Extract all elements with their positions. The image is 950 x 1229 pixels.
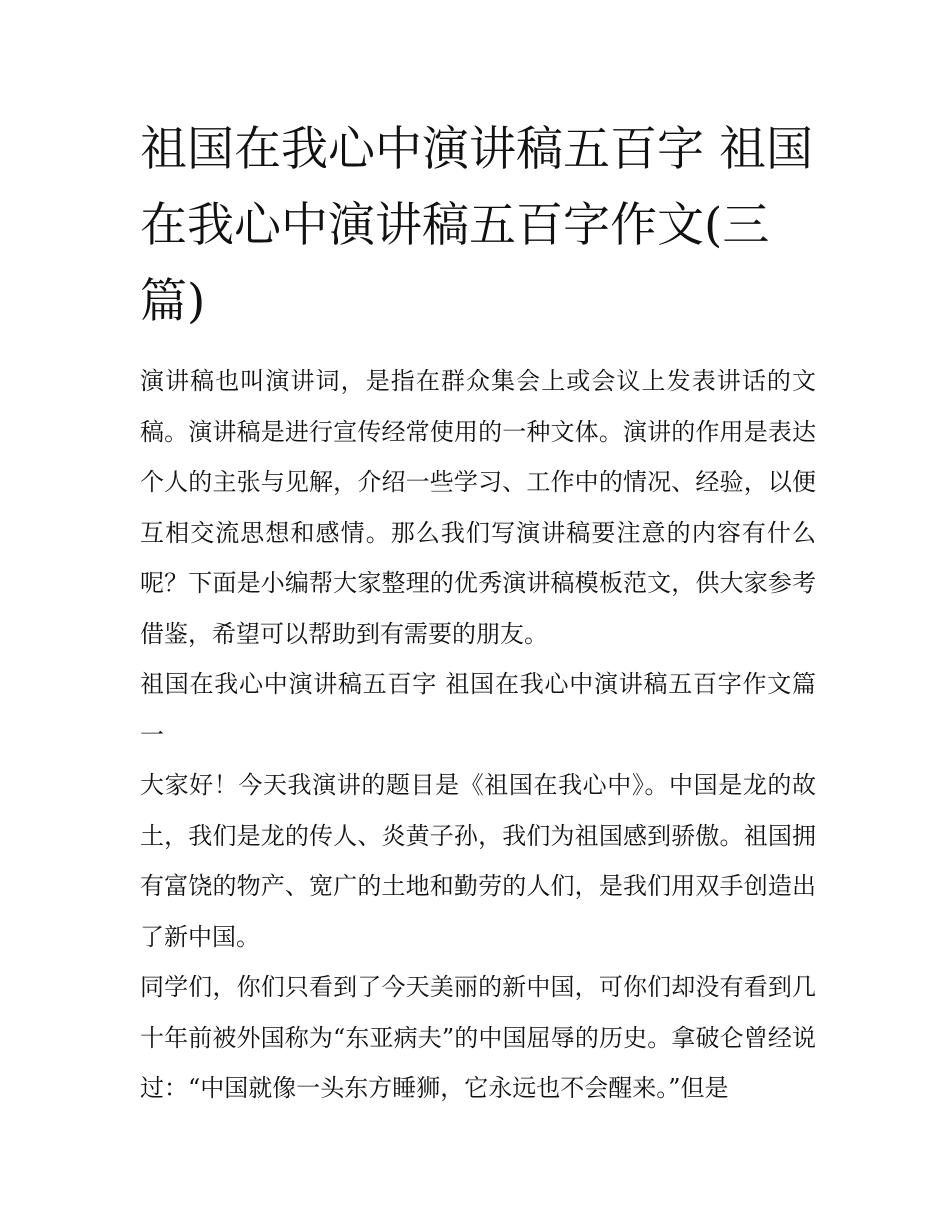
section-heading: 祖国在我心中演讲稿五百字 祖国在我心中演讲稿五百字作文篇一 [140,670,816,749]
document-body [140,356,816,1114]
body-paragraph: 大家好！今天我演讲的题目是《祖国在我心中》。中国是龙的故土，我们是龙的传人、炎黄子孙，我们为祖国感到骄傲。祖国拥有富饶的物产、宽广的土地和勤劳的人们，是我们用双手创造出了新中国。 [140,771,816,951]
document-title: 祖国在我心中演讲稿五百字 祖国在我心中演讲稿五百字作文(三篇) [140,122,813,329]
body-paragraph: 同学们，你们只看到了今天美丽的新中国，可你们却没有看到几十年前被外国称为“东亚病夫”的中国屈辱的历史。拿破仑曾经说过：“中国就像一头东方睡狮，它永远也不会醒来。”但是 [140,973,816,1102]
intro-paragraph: 演讲稿也叫演讲词，是指在群众集会上或会议上发表讲话的文稿。演讲稿是进行宣传经常使用的一种文体。演讲的作用是表达个人的主张与见解，介绍一些学习、工作中的情况、经验，以便互相交流思想和感情。那么我们写演讲稿要注意的内容有什么呢？下面是小编帮大家整理的优秀演讲稿模板范文，供大家参考借鉴，希望可以帮助到有需要的朋友。 [140,367,816,648]
